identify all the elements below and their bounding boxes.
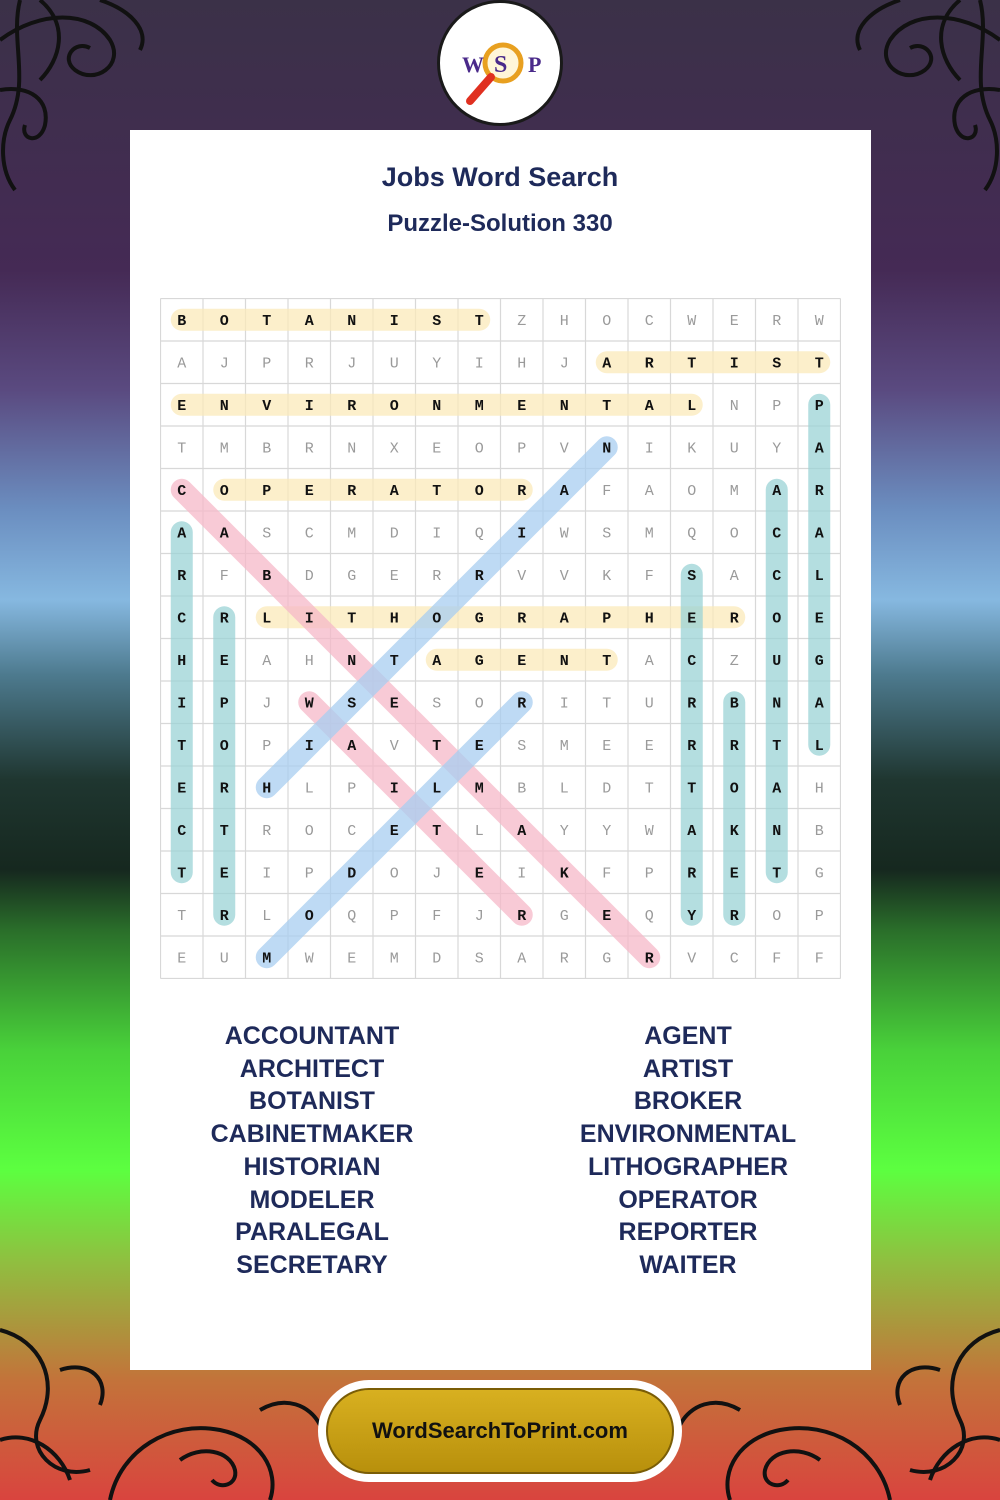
grid-cell-letter[interactable]: N (347, 312, 357, 330)
grid-cell-letter[interactable]: A (517, 822, 527, 840)
grid-cell-letter[interactable]: D (347, 865, 357, 883)
page-title: Jobs Word Search (381, 162, 619, 192)
word-search-grid[interactable] (160, 298, 841, 979)
magnifier-icon (440, 3, 560, 123)
grid-cell-letter[interactable]: E (814, 610, 824, 628)
grid-cell-letter[interactable]: R (729, 737, 739, 755)
grid-cell-letter[interactable]: Q (644, 907, 654, 925)
grid-cell-letter[interactable]: O (304, 907, 314, 925)
grid-cell-letter[interactable]: O (219, 482, 229, 500)
grid-cell-letter[interactable]: J (432, 865, 442, 883)
grid-cell-letter[interactable]: J (347, 355, 357, 373)
grid-cell-letter[interactable]: A (729, 567, 739, 585)
grid-cell-letter[interactable]: O (729, 780, 739, 798)
grid-cell-letter[interactable]: P (347, 780, 357, 798)
logo-letter-p: P (528, 52, 542, 77)
grid-cell-letter[interactable]: T (602, 652, 612, 670)
word-list-item: ARCHITECT (239, 1054, 385, 1083)
grid-cell-letter[interactable]: N (729, 397, 739, 415)
site-link-label[interactable]: WordSearchToPrint.com (326, 1388, 674, 1474)
grid-cell-letter[interactable]: J (219, 355, 229, 373)
grid-cell-letter[interactable]: G (814, 652, 824, 670)
grid-cell-letter[interactable]: H (304, 652, 314, 670)
grid-cell-letter[interactable]: C (304, 525, 314, 543)
grid-cell-letter[interactable]: P (814, 397, 824, 415)
grid-cell-letter[interactable]: E (729, 865, 739, 883)
grid-cell-letter[interactable]: A (347, 737, 357, 755)
grid-cell-letter[interactable]: R (517, 907, 527, 925)
grid-cell-letter[interactable]: T (772, 737, 782, 755)
grid-cell-letter[interactable]: N (432, 397, 442, 415)
grid-cell-letter[interactable]: C (177, 482, 187, 500)
grid-cell-letter[interactable]: U (772, 652, 782, 670)
grid-cell-letter[interactable]: H (389, 610, 399, 628)
grid-cell-letter[interactable]: H (814, 780, 824, 798)
grid-cell-letter[interactable]: P (304, 865, 314, 883)
grid-cell-letter[interactable]: A (814, 695, 824, 713)
grid-cell-letter[interactable]: R (687, 737, 697, 755)
grid-cell-letter[interactable]: M (262, 950, 272, 968)
grid-cell-letter[interactable]: F (432, 907, 442, 925)
grid-cell-letter[interactable]: O (389, 865, 399, 883)
word-list-item: PARALEGAL (235, 1218, 389, 1247)
grid-cell-letter[interactable]: O (729, 525, 739, 543)
grid-cell-letter[interactable]: P (814, 907, 824, 925)
grid-cell-letter[interactable]: H (262, 780, 272, 798)
grid-cell-letter[interactable]: C (347, 822, 357, 840)
grid-cell-letter[interactable]: F (814, 950, 824, 968)
grid-cell-letter[interactable]: R (304, 440, 314, 458)
grid-cell-letter[interactable]: T (432, 482, 442, 500)
grid-cell-letter[interactable]: X (389, 440, 399, 458)
grid-cell-letter[interactable]: T (432, 737, 442, 755)
grid-cell-letter[interactable]: S (474, 950, 484, 968)
grid-cell-letter[interactable]: I (389, 780, 399, 798)
grid-cell-letter[interactable]: O (219, 312, 229, 330)
grid-cell-letter[interactable]: N (772, 695, 782, 713)
grid-cell-letter[interactable]: S (347, 695, 357, 713)
grid-cell-letter[interactable]: M (389, 950, 399, 968)
grid-cell-letter[interactable]: N (219, 397, 229, 415)
grid-cell-letter[interactable]: E (474, 865, 484, 883)
grid-cell-letter[interactable]: P (644, 865, 654, 883)
grid-cell-letter[interactable]: F (644, 567, 654, 585)
grid-cell-letter[interactable]: V (559, 567, 569, 585)
grid-cell-letter[interactable]: I (304, 397, 314, 415)
grid-cell-letter[interactable]: U (219, 950, 229, 968)
grid-cell-letter[interactable]: R (177, 567, 187, 585)
grid-cell-letter[interactable]: I (474, 355, 484, 373)
grid-cell-letter[interactable]: D (432, 950, 442, 968)
grid-cell-letter[interactable]: L (687, 397, 697, 415)
word-list-item: WAITER (639, 1250, 737, 1279)
grid-cell-letter[interactable]: A (559, 610, 569, 628)
grid-cell-letter[interactable]: T (602, 695, 612, 713)
grid-cell-letter[interactable]: R (559, 950, 569, 968)
grid-cell-letter[interactable]: O (304, 822, 314, 840)
grid-cell-letter[interactable]: G (474, 610, 484, 628)
grid-cell-letter[interactable]: N (602, 440, 612, 458)
grid-cell-letter[interactable]: R (814, 482, 824, 500)
grid-cell-letter[interactable]: A (772, 482, 782, 500)
grid-cell-letter[interactable]: O (389, 397, 399, 415)
word-list-item: BROKER (633, 1087, 743, 1116)
grid-cell-letter[interactable]: J (262, 695, 272, 713)
grid-cell-letter[interactable]: O (219, 737, 229, 755)
grid-cell-letter[interactable]: G (602, 950, 612, 968)
grid-cell-letter[interactable]: R (517, 610, 527, 628)
word-list-item: CABINETMAKER (210, 1120, 414, 1149)
grid-cell-letter[interactable]: A (644, 397, 654, 415)
grid-cell-letter[interactable]: T (177, 907, 187, 925)
grid-cell-letter[interactable]: T (474, 312, 484, 330)
grid-cell-letter[interactable]: T (432, 822, 442, 840)
grid-cell-letter[interactable]: E (304, 482, 314, 500)
grid-cell-letter[interactable]: E (687, 610, 697, 628)
grid-cell-letter[interactable]: K (559, 865, 569, 883)
grid-cell-letter[interactable]: I (517, 865, 527, 883)
grid-cell-letter[interactable]: O (602, 312, 612, 330)
grid-cell-letter[interactable]: E (219, 652, 229, 670)
grid-cell-letter[interactable]: L (814, 737, 824, 755)
grid-cell-letter[interactable]: R (304, 355, 314, 373)
grid-cell-letter[interactable]: G (474, 652, 484, 670)
grid-cell-letter[interactable]: M (474, 780, 484, 798)
grid-cell-letter[interactable]: E (517, 652, 527, 670)
grid-cell-letter[interactable]: C (177, 822, 187, 840)
grid-cell-letter[interactable]: S (687, 567, 697, 585)
grid-cell-letter[interactable]: Y (687, 907, 697, 925)
grid-cell-letter[interactable]: D (602, 780, 612, 798)
grid-cell-letter[interactable]: J (559, 355, 569, 373)
grid-cell-letter[interactable]: O (687, 482, 697, 500)
grid-cell-letter[interactable]: M (559, 737, 569, 755)
grid-cell-letter[interactable]: I (729, 355, 739, 373)
grid-cell-letter[interactable]: A (687, 822, 697, 840)
grid-cell-letter[interactable]: J (474, 907, 484, 925)
grid-cell-letter[interactable]: N (559, 397, 569, 415)
grid-cell-letter[interactable]: M (644, 525, 654, 543)
grid-cell-letter[interactable]: C (644, 312, 654, 330)
grid-cell-letter[interactable]: T (347, 610, 357, 628)
grid-cell-letter[interactable]: V (559, 440, 569, 458)
grid-cell-letter[interactable]: A (177, 525, 187, 543)
grid-cell-letter[interactable]: B (729, 695, 739, 713)
word-list-right (538, 1020, 838, 1282)
grid-cell-letter[interactable]: E (432, 440, 442, 458)
grid-cell-letter[interactable]: H (517, 355, 527, 373)
grid-cell-letter[interactable]: O (772, 610, 782, 628)
grid-cell-letter[interactable]: E (177, 397, 187, 415)
grid-cell-letter[interactable]: S (262, 525, 272, 543)
grid-cell-letter[interactable]: H (177, 652, 187, 670)
grid-cell-letter[interactable]: E (729, 312, 739, 330)
grid-cell-letter[interactable]: A (389, 482, 399, 500)
grid-cell-letter[interactable]: P (262, 737, 272, 755)
logo-letter-w: W (462, 52, 484, 77)
grid-cell-letter[interactable]: T (177, 865, 187, 883)
grid-cell-letter[interactable]: H (559, 312, 569, 330)
grid-cell-letter[interactable]: E (177, 780, 187, 798)
grid-cell-letter[interactable]: F (772, 950, 782, 968)
word-list-left (162, 1020, 462, 1282)
grid-cell-letter[interactable]: L (304, 780, 314, 798)
word-list-item: REPORTER (618, 1218, 758, 1247)
grid-cell-letter[interactable]: P (602, 610, 612, 628)
grid-cell-letter[interactable]: R (474, 567, 484, 585)
grid-cell-letter[interactable]: W (644, 822, 654, 840)
grid-cell-letter[interactable]: I (517, 525, 527, 543)
grid-cell-letter[interactable]: W (814, 312, 824, 330)
grid-cell-letter[interactable]: I (262, 865, 272, 883)
grid-cell-letter[interactable]: I (389, 312, 399, 330)
grid-cell-letter[interactable]: Z (517, 312, 527, 330)
grid-cell-letter[interactable]: E (644, 737, 654, 755)
grid-cell-letter[interactable]: T (772, 865, 782, 883)
grid-cell-letter[interactable]: D (304, 567, 314, 585)
grid-cell-letter[interactable]: T (687, 355, 697, 373)
word-list-item: LITHOGRAPHER (588, 1152, 788, 1181)
grid-cell-letter[interactable]: W (559, 525, 569, 543)
grid-cell-letter[interactable]: R (644, 950, 654, 968)
grid-cell-letter[interactable]: Y (602, 822, 612, 840)
grid-cell-letter[interactable]: A (602, 355, 612, 373)
grid-cell-letter[interactable]: S (432, 312, 442, 330)
grid-cell-letter[interactable]: C (772, 525, 782, 543)
grid-cell-letter[interactable]: M (219, 440, 229, 458)
grid-cell-letter[interactable]: P (517, 440, 527, 458)
grid-cell-letter[interactable]: I (432, 525, 442, 543)
grid-cell-letter[interactable]: C (177, 610, 187, 628)
grid-cell-letter[interactable]: H (644, 610, 654, 628)
grid-cell-letter[interactable]: W (304, 950, 314, 968)
grid-cell-letter[interactable]: R (687, 695, 697, 713)
grid-cell-letter[interactable]: U (729, 440, 739, 458)
grid-cell-letter[interactable]: N (347, 440, 357, 458)
grid-cell-letter[interactable]: A (304, 312, 314, 330)
grid-cell-letter[interactable]: C (772, 567, 782, 585)
grid-cell-letter[interactable]: R (262, 822, 272, 840)
grid-cell-letter[interactable]: A (517, 950, 527, 968)
grid-cell-letter[interactable]: S (432, 695, 442, 713)
grid-cell-letter[interactable]: A (772, 780, 782, 798)
grid-cell-letter[interactable]: V (517, 567, 527, 585)
grid-cell-letter[interactable]: R (219, 610, 229, 628)
grid-cell-letter[interactable]: B (517, 780, 527, 798)
grid-cell-letter[interactable]: F (219, 567, 229, 585)
grid-cell-letter[interactable]: P (219, 695, 229, 713)
grid-cell-letter[interactable]: A (177, 355, 187, 373)
grid-cell-letter[interactable]: R (729, 610, 739, 628)
grid-cell-letter[interactable]: W (304, 695, 314, 713)
grid-cell-letter[interactable]: L (814, 567, 824, 585)
grid-cell-letter[interactable]: I (559, 695, 569, 713)
grid-cell-letter[interactable]: K (729, 822, 739, 840)
grid-cell-letter[interactable]: E (602, 737, 612, 755)
grid-cell-letter[interactable]: R (772, 312, 782, 330)
word-list-item: ACCOUNTANT (224, 1022, 400, 1050)
grid-cell-letter[interactable]: P (389, 907, 399, 925)
grid-cell-letter[interactable]: A (644, 652, 654, 670)
grid-cell-letter[interactable]: C (687, 652, 697, 670)
word-list-item: ARTIST (642, 1054, 734, 1083)
grid-cell-letter[interactable]: E (389, 695, 399, 713)
grid-cell-letter[interactable]: O (772, 907, 782, 925)
grid-cell-letter[interactable]: M (347, 525, 357, 543)
grid-cell-letter[interactable]: E (517, 397, 527, 415)
grid-cell-letter[interactable]: R (517, 695, 527, 713)
logo-letter-s: S (494, 52, 508, 78)
grid-cell-letter[interactable]: O (474, 482, 484, 500)
grid-cell-letter[interactable]: M (729, 482, 739, 500)
grid-cell-letter[interactable]: L (432, 780, 442, 798)
grid-cell-letter[interactable]: A (262, 652, 272, 670)
grid-cell-letter[interactable]: I (304, 610, 314, 628)
grid-cell-letter[interactable]: T (687, 780, 697, 798)
grid-cell-letter[interactable]: I (177, 695, 187, 713)
word-list-item: ENVIRONMENTAL (579, 1120, 797, 1149)
grid-cell-letter[interactable]: A (644, 482, 654, 500)
grid-cell-letter[interactable]: V (687, 950, 697, 968)
grid-cell-letter[interactable]: E (347, 950, 357, 968)
grid-cell-letter[interactable]: O (474, 440, 484, 458)
grid-cell-letter[interactable]: P (772, 397, 782, 415)
grid-cell-letter[interactable]: N (559, 652, 569, 670)
grid-cell-letter[interactable]: P (262, 482, 272, 500)
grid-cell-letter[interactable]: A (814, 440, 824, 458)
grid-cell-letter[interactable]: Q (687, 525, 697, 543)
grid-cell-letter[interactable]: R (517, 482, 527, 500)
grid-cell-letter[interactable]: S (517, 737, 527, 755)
grid-cell-letter[interactable]: R (687, 865, 697, 883)
grid-cell-letter[interactable]: T (177, 440, 187, 458)
grid-cell-letter[interactable]: R (347, 482, 357, 500)
word-list-item: MODELER (249, 1185, 375, 1214)
grid-cell-letter[interactable]: L (474, 822, 484, 840)
grid-cell-letter[interactable]: T (814, 355, 824, 373)
grid-cell-letter[interactable]: B (262, 440, 272, 458)
grid-cell-letter[interactable]: W (687, 312, 697, 330)
grid-cell-letter[interactable]: T (389, 652, 399, 670)
grid-cell-letter[interactable]: T (262, 312, 272, 330)
grid-cell-letter[interactable]: Z (729, 652, 739, 670)
site-link-button[interactable] (318, 1380, 682, 1482)
grid-cell-letter[interactable]: S (602, 525, 612, 543)
grid-cell-letter[interactable]: R (729, 907, 739, 925)
grid-cell-letter[interactable]: Y (559, 822, 569, 840)
grid-cell-letter[interactable]: K (687, 440, 697, 458)
grid-cell-letter[interactable]: B (814, 822, 824, 840)
grid-cell-letter[interactable]: N (772, 822, 782, 840)
grid-cell-letter[interactable]: D (389, 525, 399, 543)
grid-cell-letter[interactable]: U (389, 355, 399, 373)
grid-cell-letter[interactable]: L (262, 610, 272, 628)
grid-cell-letter[interactable]: E (177, 950, 187, 968)
grid-cell-letter[interactable]: F (602, 865, 612, 883)
grid-cell-letter[interactable]: R (432, 567, 442, 585)
grid-cell-letter[interactable]: Q (474, 525, 484, 543)
grid-cell-letter[interactable]: T (177, 737, 187, 755)
grid-cell-letter[interactable]: A (814, 525, 824, 543)
grid-cell-letter[interactable]: O (474, 695, 484, 713)
grid-cell-letter[interactable]: E (389, 567, 399, 585)
grid-cell-letter[interactable]: Y (772, 440, 782, 458)
grid-cell-letter[interactable]: R (219, 780, 229, 798)
grid-cell-letter[interactable]: P (262, 355, 272, 373)
grid-cell-letter[interactable]: L (262, 907, 272, 925)
word-list-item: AGENT (644, 1022, 732, 1050)
grid-cell-letter[interactable]: N (347, 652, 357, 670)
grid-cell-letter[interactable]: Q (347, 907, 357, 925)
grid-cell-letter[interactable]: M (474, 397, 484, 415)
grid-cell-letter[interactable]: R (219, 907, 229, 925)
grid-cell-letter[interactable]: K (602, 567, 612, 585)
grid-cell-letter[interactable]: B (177, 312, 187, 330)
grid-cell-letter[interactable]: G (814, 865, 824, 883)
word-list-item: OPERATOR (618, 1185, 758, 1214)
grid-cell-letter[interactable]: E (389, 822, 399, 840)
wsp-logo[interactable] (437, 0, 563, 126)
grid-cell-letter[interactable]: V (262, 397, 272, 415)
grid-cell-letter[interactable]: E (474, 737, 484, 755)
word-list-item: SECRETARY (236, 1250, 388, 1279)
grid-cell-letter[interactable]: G (559, 907, 569, 925)
page-subtitle: Puzzle-Solution 330 (387, 210, 613, 237)
grid-cell-letter[interactable]: S (772, 355, 782, 373)
grid-cell-letter[interactable]: T (219, 822, 229, 840)
word-list-item: HISTORIAN (243, 1152, 381, 1181)
grid-cell-letter[interactable]: A (559, 482, 569, 500)
grid-cell-letter[interactable]: G (347, 567, 357, 585)
grid-cell-letter[interactable]: A (432, 652, 442, 670)
grid-cell-letter[interactable]: O (432, 610, 442, 628)
grid-cell-letter[interactable]: T (602, 397, 612, 415)
grid-cell-letter[interactable]: E (602, 907, 612, 925)
grid-cell-letter[interactable]: E (219, 865, 229, 883)
grid-cell-letter[interactable]: L (559, 780, 569, 798)
word-list-item: BOTANIST (249, 1087, 375, 1116)
grid-cell-letter[interactable]: A (219, 525, 229, 543)
grid-cell-letter[interactable]: F (602, 482, 612, 500)
grid-cell-letter[interactable]: Y (432, 355, 442, 373)
grid-cell-letter[interactable]: R (644, 355, 654, 373)
grid-cell-letter[interactable]: B (262, 567, 272, 585)
grid-cell-letter[interactable]: I (304, 737, 314, 755)
grid-cell-letter[interactable]: V (389, 737, 399, 755)
grid-cell-letter[interactable]: C (729, 950, 739, 968)
grid-cell-letter[interactable]: U (644, 695, 654, 713)
grid-cell-letter[interactable]: I (644, 440, 654, 458)
grid-cell-letter[interactable]: T (644, 780, 654, 798)
grid-cell-letter[interactable]: R (347, 397, 357, 415)
